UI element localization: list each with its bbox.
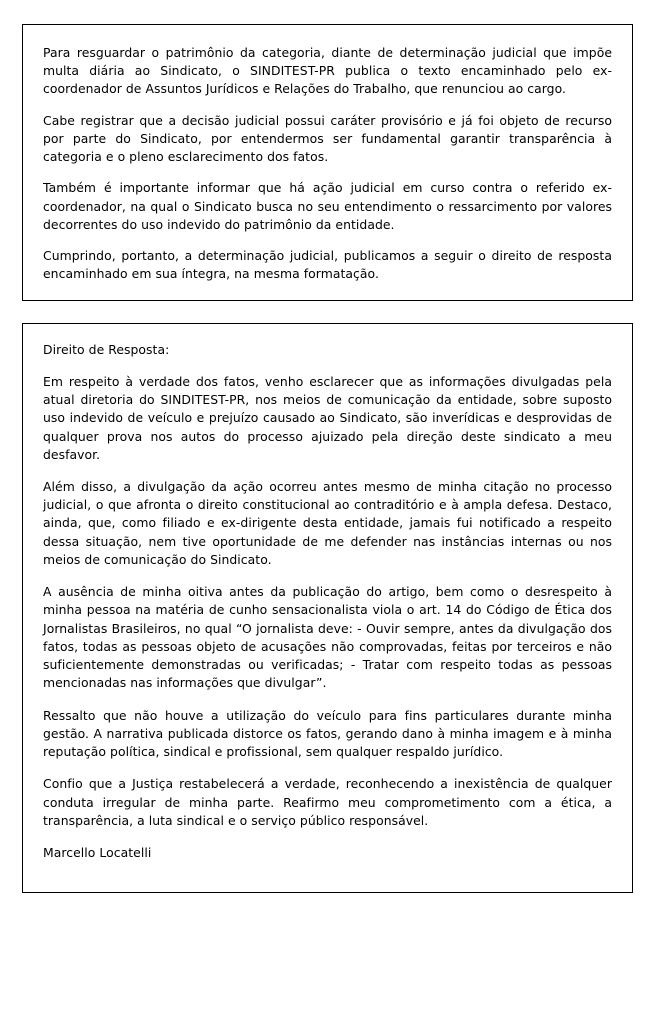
right-of-reply-box — [22, 323, 633, 894]
reply-paragraph-5: Confio que a Justiça restabelecerá a verdade, reconhecendo a inexistência de qualquer conduta irregular de minha parte. Reafirmo meu comprometimento com a ética, a transparência, a luta sindical e o serviço público responsável. — [43, 776, 612, 828]
notice-paragraph-2: Cabe registrar que a decisão judicial possui caráter provisório e já foi objeto de recurso por parte do Sindicato, por entendermos ser fundamental garantir transparência à categoria e o pleno esclarecimento dos fatos. — [43, 112, 612, 165]
notice-box — [22, 24, 633, 301]
reply-paragraph-4: Ressalto que não houve a utilização do veículo para fins particulares durante minha gestão. A narrativa publicada distorce os fatos, gerando dano à minha imagem e à minha reputação política, sindical e profissional, sem qualquer respaldo jurídico. — [43, 707, 612, 760]
notice-paragraph-1: Para resguardar o patrimônio da categoria, diante de determinação judicial que impõe multa diária ao Sindicato, o SINDITEST-PR publica o texto encaminhado pelo ex-coordenador de Assuntos Jurídicos e Relações do Trabalho, que renunciou ao cargo. — [43, 45, 612, 97]
reply-paragraph-1: Em respeito à verdade dos fatos, venho esclarecer que as informações divulgadas pela atual diretoria do SINDITEST-PR, nos meios de comunicação da entidade, sobre suposto uso indevido de veículo e prejuízo causado ao Sindicato, são inverídicas e desprovidas de qualquer prova nos autos do processo ajuizado pela direção deste sindicato a meu desfavor. — [43, 373, 612, 462]
reply-heading: Direito de Resposta: — [43, 341, 170, 357]
reply-signature: Marcello Locatelli — [43, 844, 152, 860]
reply-paragraph-2: Além disso, a divulgação da ação ocorreu antes mesmo de minha citação no processo judicial, o que afronta o direito constitucional ao contraditório e à ampla defesa. Destaco, ainda, que, como filiado e ex-dirigente desta entidade, jamais fui notificado a respeito dessa situação, nem tive oportunidade de me defender nas instâncias internas ou nos meios de comunicação do Sindicato. — [43, 478, 612, 567]
notice-paragraph-3: Também é importante informar que há ação judicial em curso contra o referido ex-coordenador, na qual o Sindicato busca no seu entendimento o ressarcimento por valores decorrentes do uso indevido do patrimônio da entidade. — [43, 180, 612, 232]
notice-paragraph-4: Cumprindo, portanto, a determinação judicial, publicamos a seguir o direito de resposta encaminhado em sua íntegra, na mesma formatação. — [43, 248, 612, 282]
reply-paragraph-3: A ausência de minha oitiva antes da publicação do artigo, bem como o desrespeito à minha pessoa na matéria de cunho sensacionalista viola o art. 14 do Código de Ética dos Jornalistas Brasileiros, no qual “O jornalista deve: - Ouvir sempre, antes da divulgação dos fatos, todas as pessoas objeto de acusações não comprovadas, feitas por terceiros e não suficientemente demonstradas ou verificadas; - Tratar com respeito todas as pessoas mencionadas nas informações que divulgar”. — [43, 584, 612, 691]
